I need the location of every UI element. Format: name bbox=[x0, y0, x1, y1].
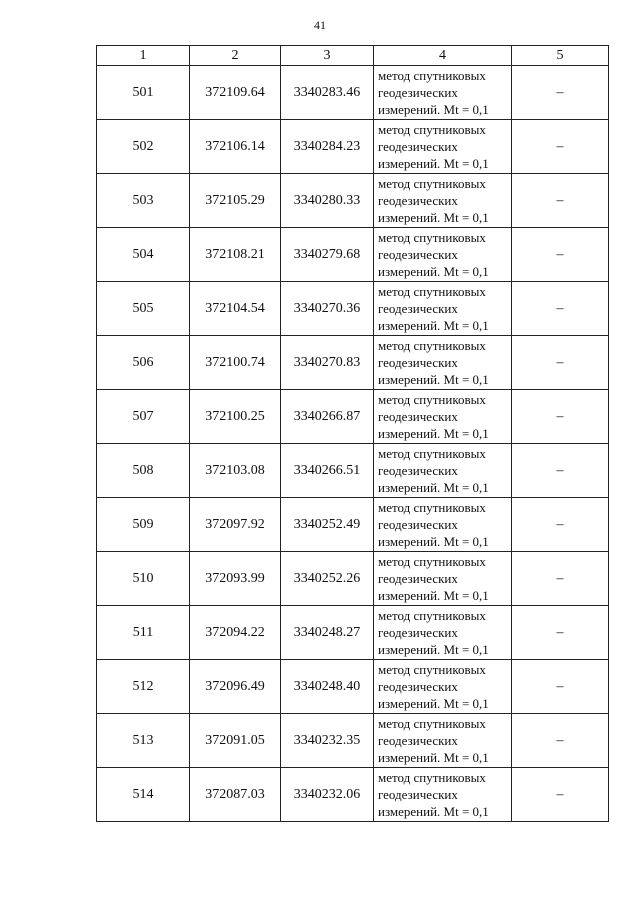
y-coordinate-cell: 3340248.27 bbox=[281, 606, 374, 660]
method-cell bbox=[374, 228, 512, 282]
x-coordinate-cell: 372094.22 bbox=[190, 606, 281, 660]
method-cell bbox=[374, 120, 512, 174]
method-line: измерений. Mt = 0,1 bbox=[378, 696, 489, 711]
method-line: метод спутниковых bbox=[378, 338, 486, 353]
method-line: метод спутниковых bbox=[378, 554, 486, 569]
note-cell: – bbox=[512, 660, 609, 714]
method-line: метод спутниковых bbox=[378, 284, 486, 299]
method-line: измерений. Mt = 0,1 bbox=[378, 318, 489, 333]
header-col-5: 5 bbox=[512, 46, 609, 66]
method-line: измерений. Mt = 0,1 bbox=[378, 372, 489, 387]
point-number-cell: 502 bbox=[97, 120, 190, 174]
header-row bbox=[97, 46, 609, 66]
method-line: метод спутниковых bbox=[378, 770, 486, 785]
x-coordinate-cell: 372100.25 bbox=[190, 390, 281, 444]
table-row bbox=[97, 660, 609, 714]
table-row bbox=[97, 390, 609, 444]
table-row bbox=[97, 444, 609, 498]
point-number-cell: 510 bbox=[97, 552, 190, 606]
table-row bbox=[97, 282, 609, 336]
header-col-4: 4 bbox=[374, 46, 512, 66]
method-line: метод спутниковых bbox=[378, 68, 486, 83]
note-cell: – bbox=[512, 606, 609, 660]
note-cell: – bbox=[512, 174, 609, 228]
y-coordinate-cell: 3340266.87 bbox=[281, 390, 374, 444]
note-cell: – bbox=[512, 552, 609, 606]
table-row bbox=[97, 228, 609, 282]
y-coordinate-cell: 3340284.23 bbox=[281, 120, 374, 174]
point-number-cell: 514 bbox=[97, 768, 190, 822]
x-coordinate-cell: 372108.21 bbox=[190, 228, 281, 282]
point-number-cell: 513 bbox=[97, 714, 190, 768]
method-cell bbox=[374, 66, 512, 120]
y-coordinate-cell: 3340270.36 bbox=[281, 282, 374, 336]
y-coordinate-cell: 3340252.49 bbox=[281, 498, 374, 552]
point-number-cell: 504 bbox=[97, 228, 190, 282]
table-row bbox=[97, 336, 609, 390]
y-coordinate-cell: 3340280.33 bbox=[281, 174, 374, 228]
method-cell bbox=[374, 768, 512, 822]
method-cell bbox=[374, 174, 512, 228]
method-line: измерений. Mt = 0,1 bbox=[378, 156, 489, 171]
y-coordinate-cell: 3340248.40 bbox=[281, 660, 374, 714]
note-cell: – bbox=[512, 66, 609, 120]
method-line: измерений. Mt = 0,1 bbox=[378, 264, 489, 279]
note-cell: – bbox=[512, 714, 609, 768]
method-cell bbox=[374, 714, 512, 768]
note-cell: – bbox=[512, 228, 609, 282]
method-line: измерений. Mt = 0,1 bbox=[378, 480, 489, 495]
table-row bbox=[97, 498, 609, 552]
table-body bbox=[97, 66, 609, 822]
method-line: метод спутниковых bbox=[378, 500, 486, 515]
method-line: метод спутниковых bbox=[378, 230, 486, 245]
method-cell bbox=[374, 390, 512, 444]
x-coordinate-cell: 372091.05 bbox=[190, 714, 281, 768]
table-row bbox=[97, 552, 609, 606]
method-cell bbox=[374, 498, 512, 552]
point-number-cell: 512 bbox=[97, 660, 190, 714]
x-coordinate-cell: 372100.74 bbox=[190, 336, 281, 390]
table-row bbox=[97, 768, 609, 822]
coordinates-table bbox=[96, 45, 609, 822]
x-coordinate-cell: 372097.92 bbox=[190, 498, 281, 552]
point-number-cell: 509 bbox=[97, 498, 190, 552]
y-coordinate-cell: 3340266.51 bbox=[281, 444, 374, 498]
x-coordinate-cell: 372104.54 bbox=[190, 282, 281, 336]
method-line: геодезических bbox=[378, 517, 458, 532]
table-row bbox=[97, 606, 609, 660]
x-coordinate-cell: 372106.14 bbox=[190, 120, 281, 174]
method-line: измерений. Mt = 0,1 bbox=[378, 426, 489, 441]
method-line: метод спутниковых bbox=[378, 716, 486, 731]
y-coordinate-cell: 3340232.35 bbox=[281, 714, 374, 768]
note-cell: – bbox=[512, 120, 609, 174]
method-line: метод спутниковых bbox=[378, 608, 486, 623]
method-line: метод спутниковых bbox=[378, 176, 486, 191]
note-cell: – bbox=[512, 336, 609, 390]
method-line: геодезических bbox=[378, 193, 458, 208]
method-line: геодезических bbox=[378, 625, 458, 640]
method-cell bbox=[374, 660, 512, 714]
method-line: метод спутниковых bbox=[378, 446, 486, 461]
point-number-cell: 503 bbox=[97, 174, 190, 228]
method-line: измерений. Mt = 0,1 bbox=[378, 642, 489, 657]
method-line: геодезических bbox=[378, 787, 458, 802]
x-coordinate-cell: 372109.64 bbox=[190, 66, 281, 120]
point-number-cell: 507 bbox=[97, 390, 190, 444]
method-line: измерений. Mt = 0,1 bbox=[378, 534, 489, 549]
method-line: геодезических bbox=[378, 355, 458, 370]
method-line: измерений. Mt = 0,1 bbox=[378, 750, 489, 765]
header-col-2: 2 bbox=[190, 46, 281, 66]
y-coordinate-cell: 3340252.26 bbox=[281, 552, 374, 606]
x-coordinate-cell: 372103.08 bbox=[190, 444, 281, 498]
method-cell bbox=[374, 552, 512, 606]
method-cell bbox=[374, 444, 512, 498]
method-cell bbox=[374, 336, 512, 390]
point-number-cell: 506 bbox=[97, 336, 190, 390]
point-number-cell: 511 bbox=[97, 606, 190, 660]
header-col-1: 1 bbox=[97, 46, 190, 66]
method-line: метод спутниковых bbox=[378, 392, 486, 407]
method-line: измерений. Mt = 0,1 bbox=[378, 102, 489, 117]
x-coordinate-cell: 372105.29 bbox=[190, 174, 281, 228]
y-coordinate-cell: 3340270.83 bbox=[281, 336, 374, 390]
method-line: геодезических bbox=[378, 301, 458, 316]
point-number-cell: 508 bbox=[97, 444, 190, 498]
note-cell: – bbox=[512, 282, 609, 336]
method-line: геодезических bbox=[378, 409, 458, 424]
method-cell bbox=[374, 606, 512, 660]
y-coordinate-cell: 3340283.46 bbox=[281, 66, 374, 120]
method-line: геодезических bbox=[378, 733, 458, 748]
header-col-3: 3 bbox=[281, 46, 374, 66]
method-line: измерений. Mt = 0,1 bbox=[378, 588, 489, 603]
method-line: геодезических bbox=[378, 463, 458, 478]
point-number-cell: 501 bbox=[97, 66, 190, 120]
note-cell: – bbox=[512, 444, 609, 498]
table-row bbox=[97, 714, 609, 768]
page-number: 41 bbox=[314, 18, 326, 32]
x-coordinate-cell: 372096.49 bbox=[190, 660, 281, 714]
method-line: измерений. Mt = 0,1 bbox=[378, 210, 489, 225]
note-cell: – bbox=[512, 498, 609, 552]
table-row bbox=[97, 120, 609, 174]
method-line: метод спутниковых bbox=[378, 662, 486, 677]
y-coordinate-cell: 3340279.68 bbox=[281, 228, 374, 282]
method-line: геодезических bbox=[378, 571, 458, 586]
x-coordinate-cell: 372087.03 bbox=[190, 768, 281, 822]
table-header bbox=[97, 46, 609, 66]
method-cell bbox=[374, 282, 512, 336]
method-line: измерений. Mt = 0,1 bbox=[378, 804, 489, 819]
note-cell: – bbox=[512, 390, 609, 444]
method-line: геодезических bbox=[378, 139, 458, 154]
method-line: геодезических bbox=[378, 85, 458, 100]
y-coordinate-cell: 3340232.06 bbox=[281, 768, 374, 822]
method-line: геодезических bbox=[378, 247, 458, 262]
point-number-cell: 505 bbox=[97, 282, 190, 336]
table-row bbox=[97, 174, 609, 228]
method-line: геодезических bbox=[378, 679, 458, 694]
x-coordinate-cell: 372093.99 bbox=[190, 552, 281, 606]
note-cell: – bbox=[512, 768, 609, 822]
method-line: метод спутниковых bbox=[378, 122, 486, 137]
table-row bbox=[97, 66, 609, 120]
